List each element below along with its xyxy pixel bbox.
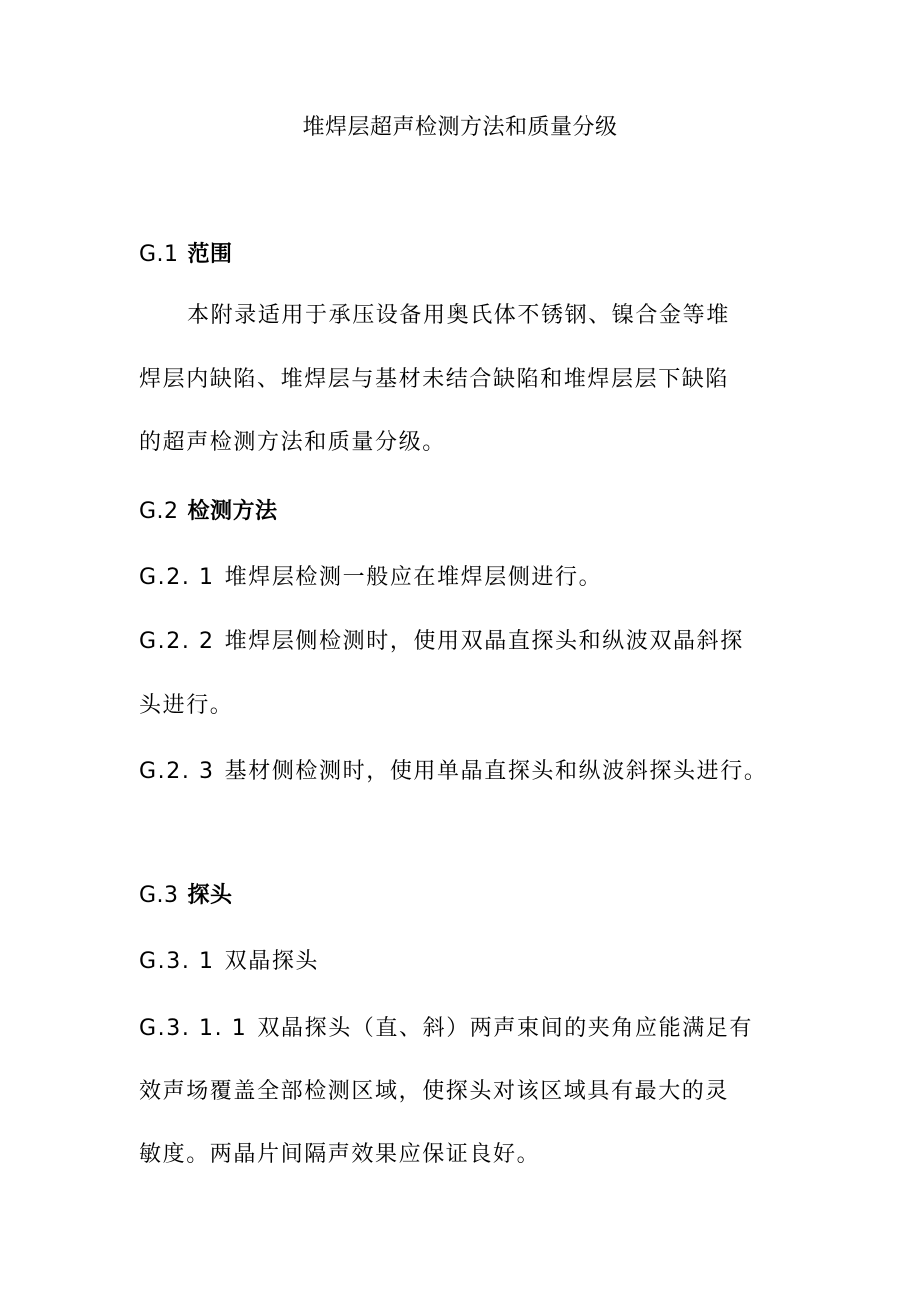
document-title: 堆焊层超声检测方法和质量分级 — [302, 115, 618, 140]
section-number: G.1 — [139, 242, 179, 267]
section-number: G.3 — [139, 883, 179, 908]
clause-number: G.3. 1 — [139, 949, 215, 974]
clause-text: 堆焊层侧检测时，使用双晶直探头和纵波双晶斜探 — [224, 629, 744, 654]
clause-number: G.3. 1. 1 — [139, 1016, 248, 1041]
section-title: 范围 — [187, 242, 233, 267]
clause-continuation-line: 头进行。 — [139, 693, 234, 718]
clause-g2-2 — [139, 624, 744, 660]
section-heading-g1 — [139, 237, 233, 273]
paragraph-line: 焊层内缺陷、堆焊层与基材未结合缺陷和堆焊层层下缺陷 — [139, 367, 730, 392]
clause-continuation-line: 效声场覆盖全部检测区域，使探头对该区域具有最大的灵 — [139, 1079, 730, 1104]
section-heading-g2 — [139, 494, 278, 530]
clause-number: G.2. 2 — [139, 629, 215, 654]
clause-g3-1 — [139, 944, 319, 980]
section-number: G.2 — [139, 499, 179, 524]
clause-continuation-line: 敏度。两晶片间隔声效果应保证良好。 — [139, 1142, 541, 1167]
clause-number: G.2. 3 — [139, 759, 215, 784]
clause-g2-3 — [139, 754, 767, 790]
paragraph-line: 的超声检测方法和质量分级。 — [139, 430, 446, 455]
clause-g3-1-1 — [139, 1011, 753, 1047]
section-title: 探头 — [187, 883, 233, 908]
clause-text: 双晶探头 — [224, 949, 320, 974]
clause-text: 双晶探头（直、斜）两声束间的夹角应能满足有 — [257, 1016, 754, 1041]
section-title: 检测方法 — [187, 499, 278, 524]
clause-text: 堆焊层检测一般应在堆焊层侧进行。 — [224, 565, 603, 590]
clause-text: 基材侧检测时，使用单晶直探头和纵波斜探头进行。 — [224, 759, 768, 784]
paragraph-line: 本附录适用于承压设备用奥氏体不锈钢、镍合金等堆 — [187, 303, 730, 328]
section-heading-g3 — [139, 878, 233, 914]
clause-g2-1 — [139, 560, 602, 596]
clause-number: G.2. 1 — [139, 565, 215, 590]
